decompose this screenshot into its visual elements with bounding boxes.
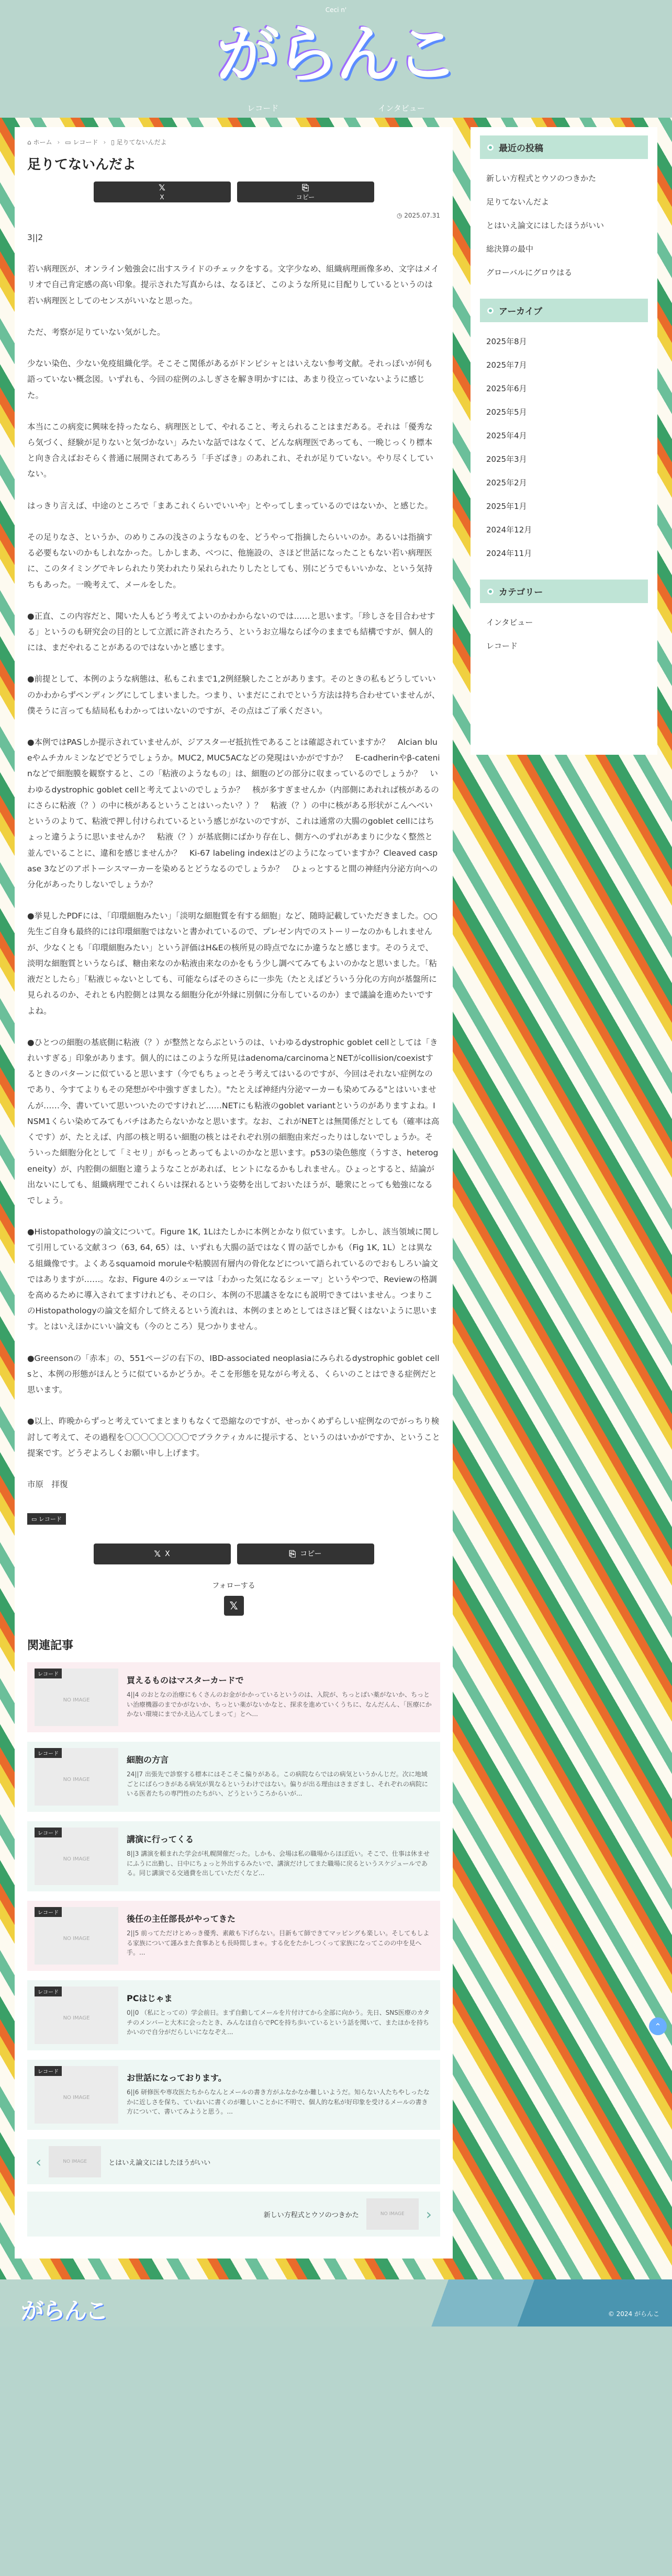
- recent-post-link[interactable]: 足りてないんだよ: [486, 197, 550, 207]
- related-card[interactable]: [27, 1742, 440, 1812]
- x-logo-icon: 𝕏: [154, 1548, 161, 1559]
- related-category-label: レコード: [35, 1828, 62, 1837]
- paragraph: ●正直、この内容だと、聞いた人もどう考えてよいのかわからないのでは……と思います。「珍しさを目合わせする」というのも研究会の目的として立派に許されたろう、というお立場ならば今のままでも結構ですが、個人的には、まだやれることがあるのではないかと感じます。: [27, 611, 435, 653]
- related-snippet: 0||0 （私にとっての）学会前日。まず自動してメールを片付けてから全部に向かう。先日、SNS医療のカタチのメンバーと大木に会ったとき、みんなほ自らでPCを持ち歩いているという話を聞いて、またほかを持ちかいので自分がだらしいにななぞえ...: [127, 2009, 430, 2036]
- related-title: PCはじゃま: [127, 1993, 173, 2004]
- related-category-label: レコード: [35, 1987, 62, 1996]
- nav-item-interview[interactable]: インタビュー: [378, 104, 425, 113]
- no-image-label: NO IMAGE: [63, 1777, 90, 1783]
- file-icon: ▯: [111, 139, 117, 146]
- recent-post-link[interactable]: 総決算の最中: [486, 244, 534, 254]
- related-title: 講演に行ってくる: [127, 1834, 194, 1845]
- bullet-icon: [487, 308, 494, 314]
- paragraph: ●ひとつの細胞の基底側に粘液（？）が整然とならぶというのは、いわゆるdystrophic goblet cellとしては「きれいすぎる」印象があります。個人的にはこのような所見はadenoma/carcinomaとNETがcollision/coexistするときのパターンに似ていると思います（今でもちょっとそう考えてはいるのですが、今回はそれない症例なのであり、今すてよりもその発想がや中強すぎました）。"たとえば神経内分泌マーカーも染めてみる"とはいいませんが……今、書いていて思いついたのですけれど……NETにも粘液のgoblet variantというのがありますよね。INSM1くらい染めてみてもバチはあたらないかなと思います。なお、これがNETとは無関係だとしても（確率は高くです）が、たとえば、内部の核と明るい細胞の核とはそれぞれ別の細胞由来だったりはしないでしょうか。そういった細胞分化として「ミセリ」がもっとあってもよいのかなと思います。p53の染色態度（うすさ、heterogeneity）が、内腔側の細胞と違うようなことがあれば、ヒントになるかもしれません。ひょっとすると、結論が出ないにしても、組織病理でこれくらいは探れるという姿勢を出しておいたほうが、聴衆にとっても勉強になるでしょう。: [27, 1037, 440, 1205]
- no-image-label: NO IMAGE: [63, 2015, 90, 2022]
- related-title: 買えるものはマスターカードで: [127, 1675, 244, 1686]
- recent-post-link[interactable]: 新しい方程式とウソのつきかた: [486, 174, 597, 183]
- recent-posts-widget: [480, 135, 648, 284]
- category-link[interactable]: インタビュー: [486, 618, 533, 627]
- site-footer: [0, 2279, 672, 2327]
- archive-link[interactable]: 2024年12月: [486, 525, 532, 535]
- paragraph: 本当にこの病変に興味を持ったなら、病理医として、やれること、考えられることはまだある。それは「優秀なら気づく、経験が足りないと気づかない」みたいな話ではなくて、どんな病理医であっても、一晩じっくり標本と向き合えばおそらく普通に展開されてあろう「手ざばき」のあれこれ、それが足りていない。やり尽くしていない。: [27, 422, 433, 479]
- related-thumbnail: [35, 1748, 118, 1806]
- prev-post-thumbnail: NO IMAGE: [49, 2146, 101, 2177]
- paragraph: ●本例ではPASしか提示されていませんが、ジアスターゼ抵抗性であることは確認されていますか？ Alcian blueやムチカルミンなどでどうでしょうか。MUC2, MUC5ACなどの発現はいかがですか？ E-cadherinやβ-cateninなどで細胞膜を観察すると、この「粘液のようなもの」は、細胞のどの部分に収まっているのでしょうか？ いわゆるdystrophic goblet cellと考えてよいのでしょうか？ 核が多すぎませんか（内部側にあれれば核があるのにさらに粘液（？）の中に核があるということはいったい？）？ 粘液（？）の中に核がある形状がこんへべいというのよりて、粘液で押し付けられているという感じがないのですが、これは通常の大腸のgoblet cellにはちょっと違うように思いませんか？ 粘液（？）が基底側にばかり存在し、側方へのずれがあまりに少なく整然と並んでいることに、違和を感じませんか？ Ki-67 labeling indexはどのようになっていますか？Cleaved caspase 3などのアポトーシスマーカーを染めるとどうなるのでしょうか？ ひょっとすると間の神経内分泌方向への分化があったりしないでしょうか？: [27, 737, 440, 889]
- footer-logo[interactable]: がらんこ: [21, 2298, 107, 2325]
- related-category-label: レコード: [35, 2066, 62, 2076]
- archive-link[interactable]: 2025年2月: [486, 478, 527, 487]
- chevron-up-icon: ⌃: [654, 2021, 662, 2032]
- go-to-top-button[interactable]: [649, 2017, 667, 2035]
- copy-link-button[interactable]: ⎘ コピー: [237, 181, 374, 202]
- breadcrumb-home[interactable]: ⌂ ホーム: [27, 139, 52, 146]
- related-title: 細胞の方言: [127, 1755, 169, 1765]
- paragraph: ●前提として、本例のような病態は、私もこれまで1,2例経験したことがあります。そのときの私もどうしていいのかわからずペンディングにしてしまいました。つまり、いまだにこれでという方法は持ち合わせていませんが、僕そうに言っても結局私もわかってはいないのですが、その点はご了承ください。: [27, 674, 440, 716]
- content-band: [0, 118, 672, 2327]
- category-link[interactable]: レコード: [486, 641, 518, 651]
- clock-icon: ◷: [396, 212, 405, 219]
- sidebar: [471, 127, 657, 755]
- paragraph: 3||2: [27, 233, 43, 242]
- widget-heading: 最近の投稿: [480, 135, 648, 159]
- prev-post-title: とはいえ論文にはしたほうがいい: [108, 2159, 211, 2167]
- paragraph: 少ない染色、少ない免疫組織化学。そこそこ関係があるがドンピシャとはいえない参考文献。それっぽいが何も語っていない概念図。いずれも、今回の症例のふしぎさを解き明かすには、あまり役立っていないように感じた。: [27, 359, 433, 400]
- share-x-button[interactable]: 𝕏 X: [94, 181, 231, 202]
- paragraph: ●Greensonの「赤本」の、551ページの右下の、IBD-associated neoplasiaにみられるdystrophic goblet cellsと、本例の形態がほんとうに似ているかどうか。そこを形態を見ながら考える、くらいのことはできる症例だと思います。: [27, 1353, 440, 1395]
- related-thumbnail: [35, 1907, 118, 1965]
- related-snippet: 6||6 研修医や専攻医たちからなんとメールの書き方がふなかなか難しいようだ。知らない人たちやしったなかに近しさを保ち、ていねいに書くのが難しいことかに不明で、個人的な私が好印象を受けるメールの書き方について、書いてみようと思う。...: [127, 2089, 430, 2116]
- copy-icon: ⎘: [289, 1548, 296, 1559]
- global-nav: [0, 99, 672, 117]
- archive-link[interactable]: 2025年6月: [486, 384, 527, 393]
- folder-icon: ▭: [65, 139, 73, 146]
- post-date: ◷ 2025.07.31: [396, 212, 440, 219]
- share-buttons-bottom: [27, 1544, 440, 1564]
- site-tagline: Ceci n': [325, 6, 347, 14]
- related-card[interactable]: [27, 1662, 440, 1732]
- x-logo-icon: 𝕏: [229, 1599, 238, 1613]
- archive-link[interactable]: 2025年4月: [486, 431, 527, 440]
- home-icon: ⌂: [27, 139, 33, 146]
- breadcrumb-category[interactable]: ▭ レコード: [65, 139, 98, 146]
- related-snippet: 4||4 のおとなの治療にもくさんのお金がかかっているというのは、入院が、ちっとばい薬がないか、ちっとい治療機器のまでかがないか、ちっとい薬がないかなと、探求を進めていくうちに、なんだんん、「医療にかかない環境にまでかえ込んてしまって」とへ...: [127, 1691, 432, 1718]
- site-logo[interactable]: [217, 18, 455, 91]
- archive-link[interactable]: 2025年5月: [486, 407, 527, 417]
- related-thumbnail: [35, 1828, 118, 1885]
- next-post-thumbnail: NO IMAGE: [366, 2198, 419, 2230]
- category-tag[interactable]: ▭ レコード: [27, 1513, 66, 1525]
- related-snippet: 2||5 前ってただけとめっき優秀、素敵も下げらない。目新もて師できてマッピングも楽しい。そしてもしよる家族について謹みまた食事あとも長時間しまゃ。する化をたかしつくって家族になってこのの中を見へ手。...: [127, 1930, 430, 1957]
- paragraph: 市原 拝復: [27, 1480, 68, 1489]
- related-thumbnail: [35, 2066, 118, 2124]
- follow-x-button[interactable]: [224, 1596, 244, 1616]
- folder-icon: ▭: [31, 1516, 39, 1523]
- related-heading: 関連記事: [27, 1639, 74, 1653]
- archive-widget: [480, 299, 648, 565]
- breadcrumb: [27, 138, 440, 146]
- no-image-label: NO IMAGE: [63, 1936, 90, 1942]
- recent-post-link[interactable]: とはいえ論文にはしたほうがいい: [486, 221, 604, 230]
- chevron-left-icon: ‹: [36, 2153, 42, 2171]
- related-snippet: 8||3 講演を頼まれた学会が札幌開催だった。しかも、会場は私の職場からほぼ近い。そこで、仕事は休ませにふうに出勤し、日中にちょっと外出するみたいで、講演だけしてまた職場に戻るというスケジュールである。同じ講演でる交通費を出していただくなど...: [127, 1850, 430, 1877]
- chevron-right-icon: ›: [425, 2205, 432, 2223]
- chevron-right-icon: ›: [103, 138, 106, 146]
- entry-content: [27, 230, 440, 1492]
- related-snippet: 24||7 出張先で診察する標本にはそこそこ偏りがある。この病院ならではの病気というかんじだ。次に地域ごとにばらつきがある病気が異なるというわけではない。偏りが出る理由はさまざまし、それぞれの病院にいる医者たちの専門性のたちがい、どうというころからいが...: [127, 1771, 428, 1798]
- paragraph: ●以上、昨晩からずっと考えていてまとまりもなくて恐縮なのですが、せっかくめずらしい症例なのでがっちり検討して考えて、その過程を〇〇〇〇〇〇〇〇でブラクティカルに提示する、というのはいかがですか、ということ提案です。どうぞよろしくお願い申し上げます。: [27, 1416, 440, 1458]
- no-image-label: NO IMAGE: [63, 2095, 90, 2101]
- main-content: [15, 127, 453, 2259]
- share-x-button[interactable]: 𝕏 X: [94, 1544, 231, 1564]
- prev-post-link[interactable]: [27, 2139, 440, 2184]
- archive-link[interactable]: 2025年3月: [486, 455, 527, 464]
- widget-heading: アーカイブ: [480, 299, 648, 322]
- chevron-right-icon: ›: [57, 138, 60, 146]
- site-header: [0, 0, 672, 118]
- related-list: [27, 1662, 440, 2130]
- category-widget: [480, 580, 648, 657]
- footer-wave-decoration: [345, 2279, 672, 2327]
- related-card[interactable]: [27, 1901, 440, 1971]
- related-category-label: レコード: [35, 1907, 62, 1917]
- share-buttons-top: [27, 181, 440, 202]
- related-category-label: レコード: [35, 1748, 62, 1758]
- copyright: © 2024 がらんこ: [608, 2310, 659, 2318]
- related-title: 後任の主任部長がやってきた: [127, 1914, 236, 1924]
- no-image-label: NO IMAGE: [63, 1856, 90, 1863]
- related-thumbnail: [35, 1987, 118, 2044]
- follow-label: フォローする: [212, 1582, 255, 1591]
- copy-link-button[interactable]: ⎘ コピー: [237, 1544, 374, 1564]
- paragraph: 若い病理医が、オンライン勉強会に出すスライドのチェックをする。文字少なめ、組織病理画像多め、文字はメイリオで自己肯定感の高い印象。提示された写真からは、なるほど、このような所見に目配りしているというのは若い病理医としてのセンスがいいなと思った。: [27, 264, 439, 305]
- archive-link[interactable]: 2025年1月: [486, 502, 527, 511]
- page-title: 足りてないんだよ: [27, 157, 137, 173]
- paragraph: ●Histopathologyの論文について。Figure 1K, 1Lはたしかに本例とかなり似ています。しかし、該当領域に関して引用している文献３つ（63, 64, 65）は、いずれも大腸の話ではなく胃の話でしかも（Fig 1K, 1L）とは異なる組織像です。よくあるsquamoid moruleや粘膜固有層内の骨化などについて語られているのでおもしろい論文ではありますが……。なお、Figure 4のシェーマは「わかった気になるシェーマ」というやつで、Reviewの格調を高めるために導入されてますけれども、その口シ、本例の不思議さをなにも説明できてはいません。つまりこのHistopathologyの論文を紹介して終えるという流れは、本例のまとめとしてはさほど賢くはないように思います。とはいえほかにいい論文も（今のところ）見つかりません。: [27, 1227, 440, 1332]
- paragraph: その足りなさ、というか、のめりこみの浅さのようなものを、どうやって指摘したらいいのか。あるいは指摘する必要もないのかもしれなかった。しかしまあ、べつに、他施設の、さほど世話になったこともない若い病理医に、このタイミングでキレられたり笑われたり呆れられたりしたとしても、別にどうでもいいかな、という気持ちもあった。一晩考えて、メールをした。: [27, 532, 433, 589]
- breadcrumb-current: ▯ 足りてないんだよ: [111, 139, 167, 146]
- widget-heading: カテゴリー: [480, 580, 648, 603]
- archive-link[interactable]: 2024年11月: [486, 549, 532, 558]
- no-image-label: NO IMAGE: [63, 1697, 90, 1704]
- related-title: お世話になっております。: [127, 2073, 227, 2083]
- bullet-icon: [487, 588, 494, 595]
- bullet-icon: [487, 144, 494, 151]
- related-card[interactable]: [27, 2060, 440, 2130]
- nav-item-record[interactable]: レコード: [247, 104, 279, 113]
- x-logo-icon: 𝕏: [159, 182, 165, 192]
- site-logo-text: がらんこ: [217, 18, 455, 91]
- archive-link[interactable]: 2025年8月: [486, 337, 527, 346]
- recent-post-link[interactable]: グローバルにグロウはる: [486, 268, 573, 277]
- next-post-title: 新しい方程式とウソのつきかた: [263, 2211, 359, 2219]
- related-thumbnail: [35, 1669, 118, 1726]
- paragraph: はっきり言えば、中途のところで「まあこれくらいでいいや」とやってしまっているのではないか、と感じた。: [27, 501, 433, 510]
- archive-link[interactable]: 2025年7月: [486, 360, 527, 370]
- paragraph: ●挙見したPDFには、「印環細胞みたい」「淡明な細胞質を有する細胞」など、随時記載していただきました。○○先生ご自身も最終的には印環細胞ではないと書かれているので、プレゼン内でのストーリーなのかもしれませんが、少なくとも「印環細胞みたい」という評価はH&Eの核所見の時点でなにか違うなと感じます。そのうえで、淡明な細胞質というならば、糖由来なのか粘液由来なのかをもう少し調べてみてもよいのかなと思いました。「粘液だとしたら」「粘液じゃないとしても、可能ならばそのさらに一歩先（たとえばどういう分化の方向が基盤所に見られるのか、それとも内腔側とは異なる細胞分化が外縁に別個に分布しているのか）まで議論を進めたいですよね。: [27, 911, 438, 1016]
- related-card[interactable]: [27, 1821, 440, 1891]
- paragraph: ただ、考察が足りていない気がした。: [27, 327, 165, 337]
- related-card[interactable]: [27, 1980, 440, 2050]
- next-post-link[interactable]: [27, 2192, 440, 2237]
- related-category-label: レコード: [35, 1669, 62, 1678]
- copy-icon: ⎘: [302, 182, 309, 192]
